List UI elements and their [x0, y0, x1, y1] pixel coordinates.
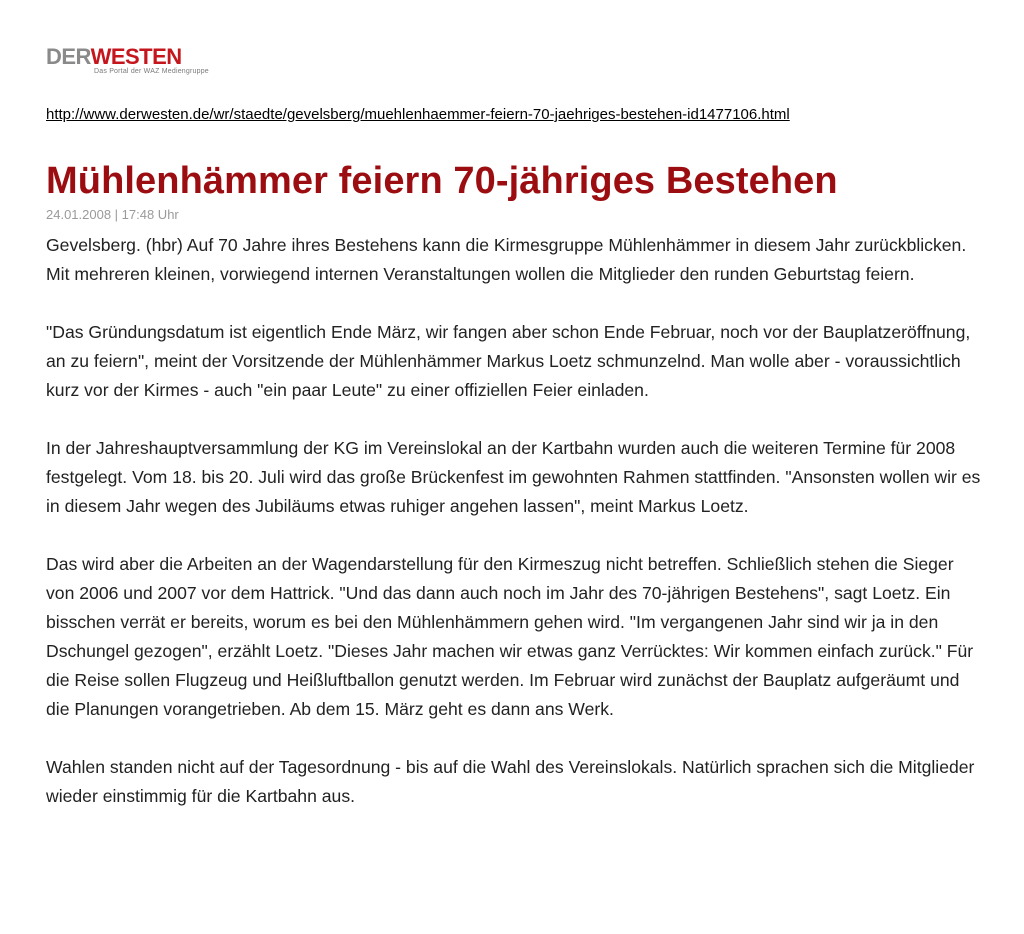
- article-headline: Mühlenhämmer feiern 70-jähriges Bestehen: [46, 160, 838, 202]
- article-paragraph: "Das Gründungsdatum ist eigentlich Ende März, wir fangen aber schon Ende Februar, noch vor der Bauplatzeröffnung, an zu feiern", meint der Vorsitzende der Mühlenhämmer Markus Loetz schmunzelnd. Man wolle aber - voraussichtlich kurz vor der Kirmes - auch "ein paar Leute" zu einer offiziellen Feier einladen.: [46, 322, 971, 400]
- article-paragraph: In der Jahreshauptversammlung der KG im Vereinslokal an der Kartbahn wurden auch die weiteren Termine für 2008 festgelegt. Vom 18. bis 20. Juli wird das große Brückenfest im gewohnten Rahmen stattfinden. "Ansonsten wollen wir es in diesem Jahr wegen des Jubiläums etwas ruhiger angehen lassen", meint Markus Loetz.: [46, 438, 981, 516]
- logo-der-text: DER: [46, 44, 91, 69]
- logo-westen-text: WESTEN: [90, 44, 182, 69]
- logo-tagline: Das Portal der WAZ Mediengruppe: [94, 68, 209, 75]
- article-paragraph: Wahlen standen nicht auf der Tagesordnung - bis auf die Wahl des Vereinslokals. Natürlich sprachen sich die Mitglieder wieder einstimmig für die Kartbahn aus.: [46, 757, 975, 806]
- article-paragraph: Gevelsberg. (hbr) Auf 70 Jahre ihres Bestehens kann die Kirmesgruppe Mühlenhämmer in diesem Jahr zurückblicken. Mit mehreren kleinen, vorwiegend internen Veranstaltungen wollen die Mitglieder den runden Geburtstag feiern.: [46, 235, 967, 284]
- source-url-link[interactable]: http://www.derwesten.de/wr/staedte/gevelsberg/muehlenhaemmer-feiern-70-jaehriges-bestehen-id1477106.html: [46, 106, 790, 123]
- derwesten-logo: [46, 44, 209, 80]
- article-dateline: 24.01.2008 | 17:48 Uhr: [46, 207, 179, 222]
- logo-wordmark: [46, 44, 196, 70]
- article-body: [46, 231, 981, 840]
- article-paragraph: Das wird aber die Arbeiten an der Wagendarstellung für den Kirmeszug nicht betreffen. Schließlich stehen die Sieger von 2006 und 2007 vor dem Hattrick. "Und das dann auch noch im Jahr des 70-jährigen Bestehens", sagt Loetz. Ein bisschen verrät er bereits, worum es bei den Mühlenhämmern gehen wird. "Im vergangenen Jahr sind wir ja in den Dschungel gezogen", erzählt Loetz. "Dieses Jahr machen wir etwas ganz Verrücktes: Wir kommen einfach zurück." Für die Reise sollen Flugzeug und Heißluftballon genutzt werden. Im Februar wird zunächst der Bauplatz aufgeräumt und die Planungen vorangetrieben. Ab dem 15. März geht es dann ans Werk.: [46, 554, 974, 719]
